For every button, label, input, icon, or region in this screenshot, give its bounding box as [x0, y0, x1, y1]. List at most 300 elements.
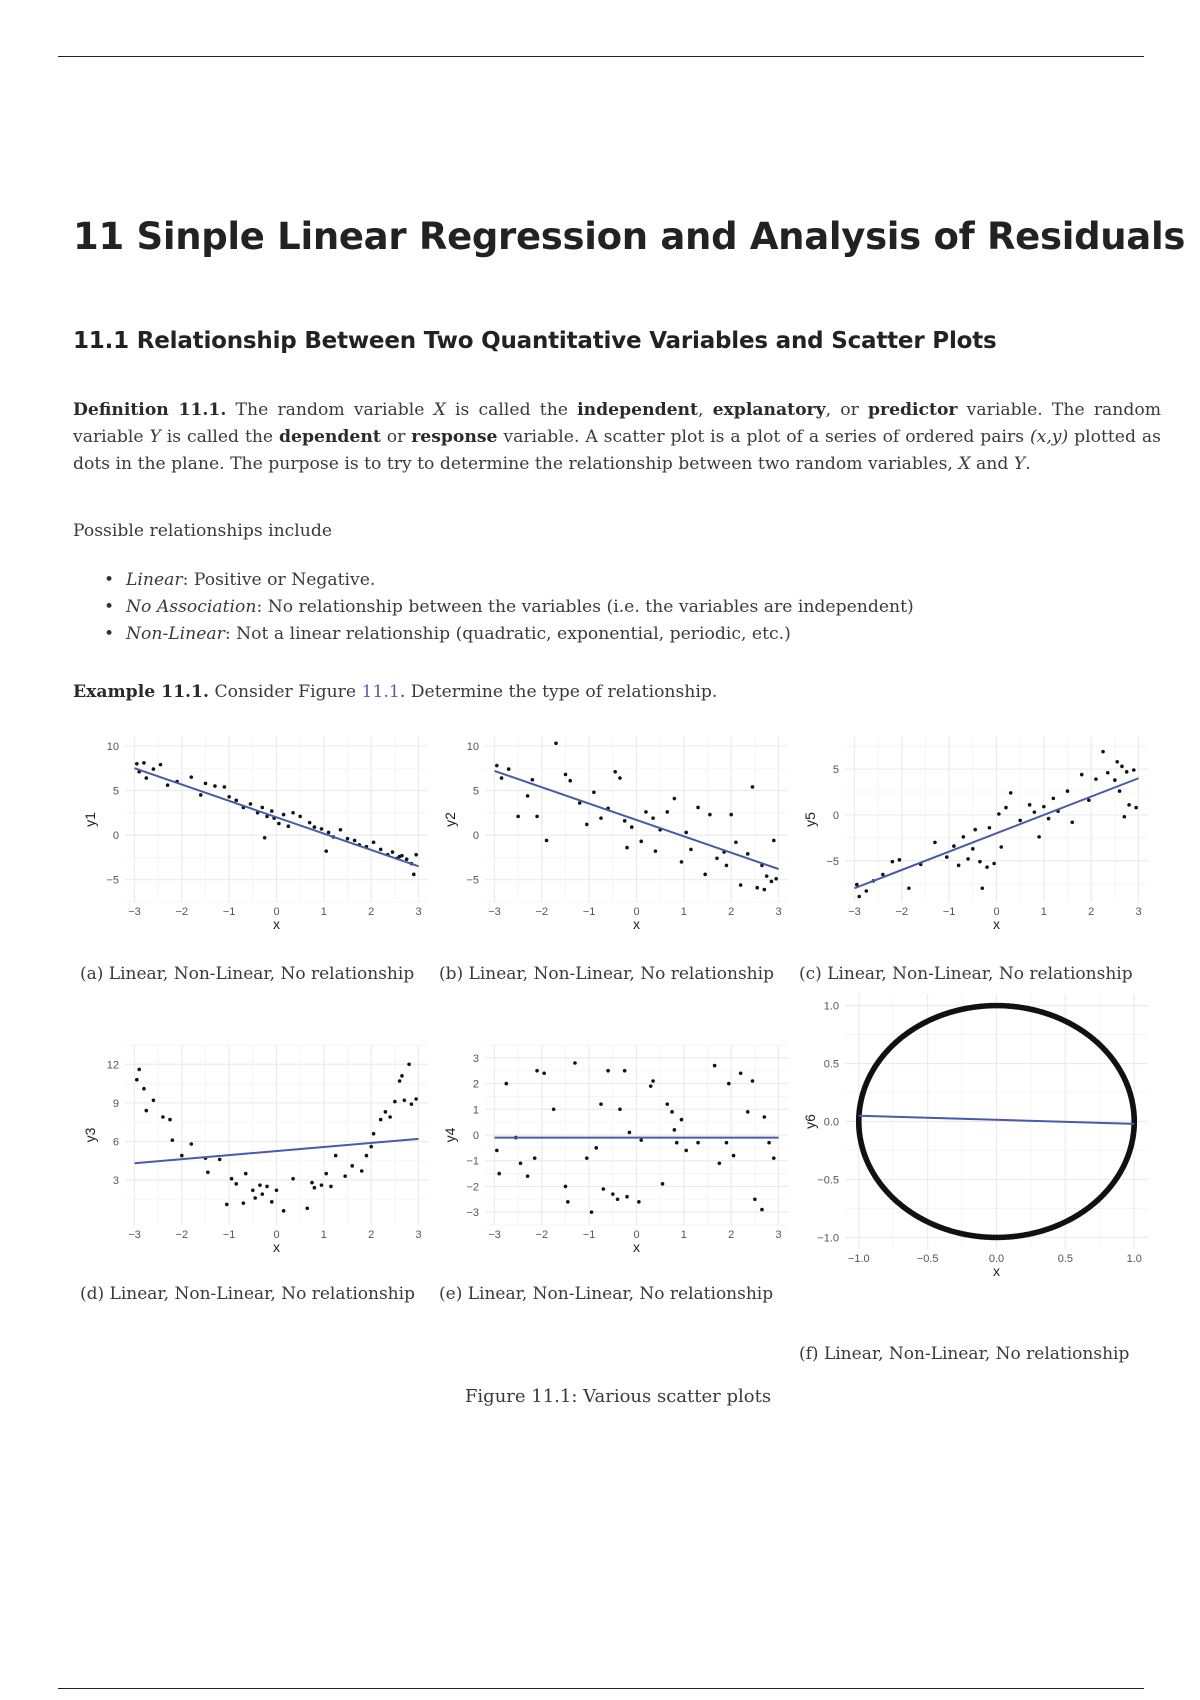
data-point [324, 1172, 328, 1176]
term-dependent: dependent [279, 427, 381, 447]
data-point [414, 1097, 418, 1101]
data-point [729, 813, 733, 817]
y-tick-label: 0 [472, 1130, 479, 1142]
x-tick-label: 1.0 [1126, 1253, 1142, 1265]
data-point [1052, 797, 1056, 801]
data-point [988, 826, 992, 830]
data-point [739, 1071, 743, 1075]
data-point [410, 1102, 414, 1106]
x-axis-label: x [273, 1239, 280, 1255]
data-point [637, 1200, 641, 1204]
data-point [384, 1110, 388, 1114]
data-point [774, 877, 778, 881]
data-point [755, 886, 759, 890]
data-point [760, 1208, 764, 1212]
data-point [334, 1154, 338, 1158]
data-point [1004, 806, 1008, 810]
y-tick-label: 1.0 [823, 1000, 839, 1013]
data-point [526, 1174, 530, 1178]
data-point [1127, 803, 1131, 807]
caption-f: (f) Linear, Non-Linear, No relationship [799, 1344, 1130, 1364]
data-point [298, 815, 302, 819]
data-point [696, 806, 700, 810]
variable-x: X [958, 454, 971, 474]
caption-d: (d) Linear, Non-Linear, No relationship [80, 1284, 415, 1304]
data-point [985, 865, 989, 869]
x-tick-label: 0 [273, 1229, 280, 1241]
data-point [234, 1182, 238, 1186]
x-tick-label: −3 [128, 1229, 141, 1241]
grid [845, 737, 1148, 902]
data-point [992, 862, 996, 866]
data-point [218, 1158, 222, 1162]
y-tick-label: 0.5 [823, 1058, 839, 1071]
x-tick-label: −1.0 [847, 1253, 870, 1265]
data-point [516, 815, 520, 819]
data-point [1070, 820, 1074, 824]
data-point [161, 1115, 165, 1119]
data-point [204, 782, 208, 786]
data-point [1125, 770, 1129, 774]
data-point [310, 1181, 314, 1185]
scatter-plot-c-svg [800, 732, 1152, 962]
data-point [249, 802, 253, 806]
data-point [400, 1074, 404, 1078]
data-point [142, 761, 146, 765]
x-tick-label: 3 [775, 906, 782, 918]
data-point [772, 839, 776, 843]
data-point [763, 1115, 767, 1119]
x-tick-label: −0.5 [916, 1253, 939, 1265]
data-point [891, 860, 895, 864]
data-point [253, 1196, 257, 1200]
data-point [907, 886, 911, 890]
data-point [649, 1084, 653, 1088]
x-tick-label: −3 [488, 1229, 501, 1241]
data-point [206, 1170, 210, 1174]
data-point [673, 797, 677, 801]
y-axis-label: y3 [82, 1127, 98, 1143]
data-point [244, 1172, 248, 1176]
x-tick-label: 1 [1040, 906, 1047, 918]
data-point [945, 855, 949, 859]
x-tick-label: −1 [582, 1229, 596, 1241]
data-point [393, 1100, 397, 1104]
data-point [715, 856, 719, 860]
list-item [96, 621, 914, 648]
y-tick-label: 10 [106, 740, 119, 753]
y-tick-label: 1 [472, 1104, 479, 1117]
data-point [320, 1183, 324, 1187]
data-point [526, 794, 530, 798]
data-point [242, 1201, 246, 1205]
data-point [346, 837, 350, 841]
data-point [1120, 765, 1124, 769]
data-point [329, 1185, 333, 1189]
scatter-plot-d [80, 1040, 432, 1285]
data-point [684, 831, 688, 835]
y-tick-label: −1.0 [817, 1232, 839, 1245]
x-tick-label: −2 [175, 906, 189, 918]
data-point [223, 785, 227, 789]
x-tick-label: −1 [942, 906, 956, 918]
data-point [505, 1082, 509, 1086]
data-point [644, 810, 648, 814]
relationship-desc: : Not a linear relationship (quadratic, exponential, periodic, etc.) [224, 624, 791, 644]
grid [125, 737, 428, 902]
data-point [628, 1131, 632, 1135]
figure-reference-link[interactable]: 11.1 [361, 682, 400, 702]
data-point [1094, 777, 1098, 781]
data-point [291, 1177, 295, 1181]
data-point [412, 873, 416, 877]
data-point [680, 1118, 684, 1122]
x-tick-label: 0 [633, 906, 640, 918]
x-tick-label: 0 [993, 906, 1000, 918]
x-tick-label: −3 [488, 906, 501, 918]
y-tick-label: −5 [106, 874, 119, 887]
data-point [152, 767, 156, 771]
x-tick-label: 0 [273, 906, 280, 918]
y-tick-label: 0 [832, 809, 839, 822]
x-tick-label: −1 [582, 906, 596, 918]
y-axis-label: y2 [442, 812, 458, 827]
x-tick-label: 3 [415, 1229, 422, 1241]
data-point [765, 874, 769, 878]
y-tick-label: 2 [472, 1078, 479, 1091]
x-tick-label: 2 [368, 906, 375, 918]
data-point [763, 888, 767, 892]
grid [485, 1045, 788, 1225]
data-point [727, 1082, 731, 1086]
scatter-plot-b [440, 732, 792, 962]
data-point [152, 1098, 156, 1102]
data-point [365, 1154, 369, 1158]
data-point [980, 886, 984, 890]
data-point [623, 819, 627, 823]
data-point [673, 1128, 677, 1132]
data-point [564, 1185, 568, 1189]
data-point [180, 1154, 184, 1158]
data-point [639, 840, 643, 844]
y-tick-label: 5 [832, 764, 839, 777]
data-point [746, 852, 750, 856]
definition-text: . [1025, 454, 1031, 474]
x-tick-label: 2 [728, 1229, 735, 1241]
y-tick-label: −1 [466, 1155, 479, 1168]
y-tick-label: 9 [112, 1097, 119, 1110]
data-point [725, 1141, 729, 1145]
definition-paragraph [73, 397, 1161, 478]
data-point [651, 816, 655, 820]
data-point [1134, 806, 1138, 810]
data-point [630, 825, 634, 829]
data-point [554, 741, 558, 745]
data-point [751, 785, 755, 789]
data-point [171, 1138, 175, 1142]
y-axis-label: y1 [82, 812, 98, 827]
y-tick-label: 10 [466, 740, 479, 753]
x-tick-label: −2 [535, 1229, 549, 1241]
data-point [1132, 768, 1136, 772]
data-point [398, 1079, 402, 1083]
y-tick-label: 0 [472, 830, 479, 843]
bottom-rule [58, 1688, 1144, 1689]
example-text: Consider Figure [208, 682, 362, 702]
data-point [189, 1142, 193, 1146]
data-point [287, 824, 291, 828]
y-tick-label: 6 [112, 1136, 119, 1149]
data-point [135, 1078, 139, 1082]
data-point [282, 1209, 286, 1213]
data-point [1037, 835, 1041, 839]
data-point [689, 848, 693, 852]
variable-y: Y [149, 427, 161, 447]
data-point [767, 1141, 771, 1145]
data-point [1028, 803, 1032, 807]
data-point [1101, 750, 1105, 754]
data-point [651, 1079, 655, 1083]
x-axis-label: x [993, 1263, 1000, 1279]
data-point [145, 1109, 149, 1113]
data-point [372, 840, 376, 844]
grid [125, 1045, 428, 1225]
y-tick-label: −0.5 [817, 1174, 839, 1187]
data-point [568, 779, 572, 783]
data-point [599, 816, 603, 820]
definition-text: is called the [445, 400, 578, 420]
data-point [313, 1186, 317, 1190]
y-tick-label: 3 [472, 1052, 479, 1065]
section-title: 11.1 Relationship Between Two Quantitative Variables and Scatter Plots [73, 328, 997, 354]
data-point [552, 1107, 556, 1111]
data-point [500, 776, 504, 780]
data-point [270, 1200, 274, 1204]
data-point [665, 810, 669, 814]
x-tick-label: −2 [895, 906, 909, 918]
data-point [189, 775, 193, 779]
data-point [270, 809, 274, 813]
data-point [1106, 771, 1110, 775]
x-tick-label: 2 [1088, 906, 1095, 918]
data-point [405, 857, 409, 861]
x-tick-label: 1 [680, 1229, 687, 1241]
scatter-plot-e-svg [440, 1040, 792, 1285]
x-tick-label: −1 [222, 1229, 236, 1241]
definition-text: plotted as dots in the plane. The purpose is to try to determine the relationship between two random variables, [73, 427, 1161, 474]
data-point [618, 1107, 622, 1111]
y-tick-label: 0 [112, 830, 119, 843]
data-point [684, 1149, 688, 1153]
data-point [739, 883, 743, 887]
data-point [251, 1188, 255, 1192]
x-tick-label: 0 [633, 1229, 640, 1241]
caption-c: (c) Linear, Non-Linear, No relationship [799, 964, 1133, 984]
data-point [398, 855, 402, 859]
y-tick-label: −2 [466, 1181, 479, 1194]
data-point [770, 880, 774, 884]
data-point [142, 1087, 146, 1091]
caption-a: (a) Linear, Non-Linear, No relationship [80, 964, 415, 984]
data-point [213, 784, 217, 788]
scatter-plot-a [80, 732, 432, 962]
data-point [327, 831, 331, 835]
data-point [1118, 789, 1122, 793]
definition-text: and [970, 454, 1014, 474]
data-point [592, 790, 596, 794]
data-point [1042, 805, 1046, 809]
data-point [1113, 778, 1117, 782]
scatter-plot-c [800, 732, 1152, 962]
data-point [168, 1118, 172, 1122]
data-point [291, 811, 295, 815]
data-point [978, 860, 982, 864]
data-point [772, 1156, 776, 1160]
y-axis-label: y4 [442, 1127, 458, 1143]
data-point [403, 1098, 407, 1102]
data-point [343, 1174, 347, 1178]
data-point [734, 840, 738, 844]
caption-b: (b) Linear, Non-Linear, No relationship [439, 964, 774, 984]
definition-text: , or [825, 400, 868, 420]
y-tick-label: 0.0 [823, 1116, 839, 1129]
data-point [260, 1192, 264, 1196]
data-point [654, 849, 658, 853]
data-point [1018, 819, 1022, 823]
data-point [339, 828, 343, 832]
data-point [573, 1061, 577, 1065]
data-point [519, 1161, 523, 1165]
example-text: . Determine the type of relationship. [399, 682, 718, 702]
list-item [96, 594, 914, 621]
data-point [618, 776, 622, 780]
data-point [585, 823, 589, 827]
variable-y: Y [1013, 454, 1026, 474]
y-axis-label: y6 [802, 1114, 818, 1129]
data-point [725, 864, 729, 868]
x-tick-label: 3 [415, 906, 422, 918]
y-tick-label: −5 [826, 855, 839, 868]
relationship-desc: : Positive or Negative. [182, 570, 376, 590]
data-point [613, 770, 617, 774]
y-axis-label: y5 [802, 812, 818, 827]
data-point [966, 857, 970, 861]
data-point [234, 799, 238, 803]
data-point [258, 1183, 262, 1187]
y-tick-label: 12 [106, 1059, 119, 1072]
data-point [625, 846, 629, 850]
data-point [137, 1068, 141, 1072]
data-point [639, 1138, 643, 1142]
data-point [495, 1149, 499, 1153]
term-explanatory: explanatory [712, 400, 826, 420]
data-point [1033, 810, 1037, 814]
x-tick-label: −1 [222, 906, 236, 918]
data-point [933, 841, 937, 845]
data-point [713, 1064, 717, 1068]
list-item [96, 567, 914, 594]
x-tick-label: 3 [775, 1229, 782, 1241]
figure-caption: Figure 11.1: Various scatter plots [464, 1386, 772, 1407]
example-paragraph [73, 679, 1161, 706]
data-point [1066, 789, 1070, 793]
data-point [1080, 773, 1084, 777]
relationship-desc: : No relationship between the variables (i.e. the variables are independent) [256, 597, 914, 617]
scatter-plot-d-svg [80, 1040, 432, 1285]
data-point [535, 1069, 539, 1073]
data-point [665, 1102, 669, 1106]
scatter-plot-b-svg [440, 732, 792, 962]
x-tick-label: 0.5 [1057, 1253, 1074, 1265]
y-tick-label: −3 [466, 1207, 479, 1220]
data-point [277, 822, 281, 826]
data-point [372, 1132, 376, 1136]
x-tick-label: 1 [320, 1229, 327, 1241]
data-point [962, 835, 966, 839]
definition-text: is called the [160, 427, 280, 447]
definition-text: variable. A scatter plot is a plot of a series of ordered pairs [497, 427, 1030, 447]
data-point [703, 873, 707, 877]
data-point [275, 1188, 279, 1192]
data-point [566, 1200, 570, 1204]
data-point [857, 895, 861, 899]
data-point [230, 1177, 234, 1181]
x-tick-label: 0.0 [988, 1253, 1005, 1265]
data-point [594, 1146, 598, 1150]
scatter-plot-f-svg [800, 994, 1152, 1314]
data-point [369, 1145, 373, 1149]
data-point [675, 1141, 679, 1145]
grid [845, 994, 1148, 1249]
data-point [145, 776, 149, 780]
data-point [973, 828, 977, 832]
data-point [599, 1102, 603, 1106]
data-point [166, 783, 170, 787]
data-point [971, 847, 975, 851]
y-tick-label: 5 [472, 785, 479, 798]
data-point [623, 1069, 627, 1073]
variable-x: X [433, 400, 446, 420]
data-point [616, 1197, 620, 1201]
x-tick-label: 3 [1135, 906, 1142, 918]
data-point [353, 839, 357, 843]
data-point [542, 1071, 546, 1075]
x-tick-label: −2 [175, 1229, 189, 1241]
data-point [497, 1172, 501, 1176]
data-point [135, 762, 139, 766]
definition-text: , [697, 400, 713, 420]
data-point [1115, 760, 1119, 764]
data-point [718, 1161, 722, 1165]
definition-label: Definition 11.1. [73, 400, 227, 420]
data-point [313, 825, 317, 829]
data-point [379, 848, 383, 852]
y-tick-label: −5 [466, 874, 479, 887]
caption-e: (e) Linear, Non-Linear, No relationship [439, 1284, 774, 1304]
data-point [360, 1169, 364, 1173]
data-point [350, 1164, 354, 1168]
term-response: response [411, 427, 498, 447]
x-tick-label: 2 [368, 1229, 375, 1241]
data-point [602, 1187, 606, 1191]
x-tick-label: 1 [680, 906, 687, 918]
relationship-name: Non-Linear [126, 624, 225, 644]
x-axis-label: x [633, 916, 640, 932]
data-point [324, 849, 328, 853]
data-point [308, 821, 312, 825]
x-axis-label: x [273, 916, 280, 932]
y-tick-label: 3 [112, 1175, 119, 1187]
